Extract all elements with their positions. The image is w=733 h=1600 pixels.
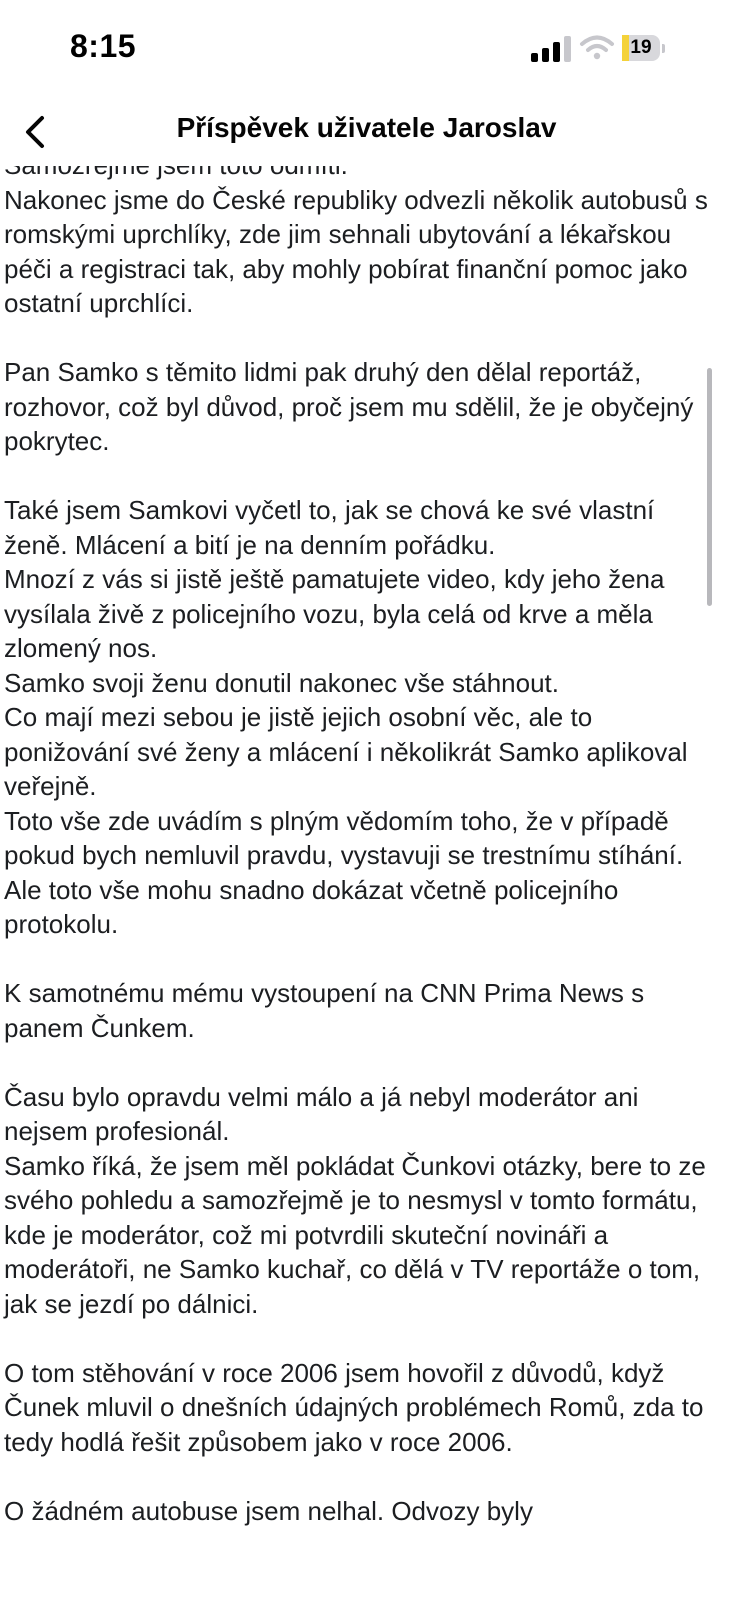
post-header [0, 98, 733, 166]
wifi-icon [580, 33, 614, 61]
post-paragraph: O tom stěhování v roce 2006 jsem hovořil z důvodů, když Čunek mluvil o dnešních údajných problémech Romů, zda to tedy hodlá řešit způsobem jako v roce 2006. [4, 1357, 704, 1457]
post-paragraph: Nakonec jsme do České republiky odvezli několik autobusů s romskými uprchlíky, zde jim sehnali ubytování a lékařskou péči a registraci tak, aby mohly pobírat finanční pomoc jako ostatní uprchlíci. [4, 184, 708, 318]
cellular-signal-icon [531, 36, 575, 62]
post-paragraph: K samotnému mému vystoupení na CNN Prima News s panem Čunkem. [4, 978, 645, 1043]
post-paragraph: Také jsem Samkovi vyčetl to, jak se chová ke své vlastní ženě. Mlácení a bití je na denním pořádku. Mnozí z vás si jistě ještě pamatujete video, kdy jeho žena vysílala živě z policejního vozu, byla celá od krve a měla zlomený nos. Samko svoji ženu donutil nakonec vše stáhnout. Co mají mezi sebou je jistě jejich osobní věc, ale to ponižování své ženy a mlácení i několikrát Samko aplikoval veřejně. Toto vše zde uvádím s plným vědomím toho, že v případě pokud bych nemluvil pravdu, vystavuji se trestnímu stíhání. Ale toto vše mohu snadno dokázat včetně policejního protokolu. [4, 495, 688, 939]
page-title: Příspěvek uživatele Jaroslav [176, 112, 557, 143]
scrollbar[interactable] [707, 368, 712, 606]
chevron-left-icon [14, 110, 58, 154]
post-body [4, 166, 709, 1600]
status-bar [0, 0, 733, 98]
post-paragraph: Času bylo opravdu velmi málo a já nebyl moderátor ani nejsem profesionál. Samko říká, že jsem měl pokládat Čunkovi otázky, bere to ze svého pohledu a samozřejmě je to nesmysl v tomto formátu, kde je moderátor, což mi potvrdili skuteční novináři a moderátoři, ne Samko kuchař, co dělá v TV reportáže o tom, jak se jezdí po dálnici. [4, 1081, 706, 1319]
post-paragraph: O žádném autobuse jsem nelhal. Odvozy byly [4, 1495, 533, 1526]
back-button[interactable] [14, 110, 58, 154]
post-text [4, 148, 709, 1528]
battery-icon [622, 35, 666, 63]
status-time: 8:15 [70, 28, 137, 64]
battery-percent: 19 [630, 37, 652, 58]
post-paragraph: Pan Samko s těmito lidmi pak druhý den dělal reportáž, rozhovor, což byl důvod, proč jsem mu sdělil, že je obyčejný pokrytec. [4, 357, 694, 456]
